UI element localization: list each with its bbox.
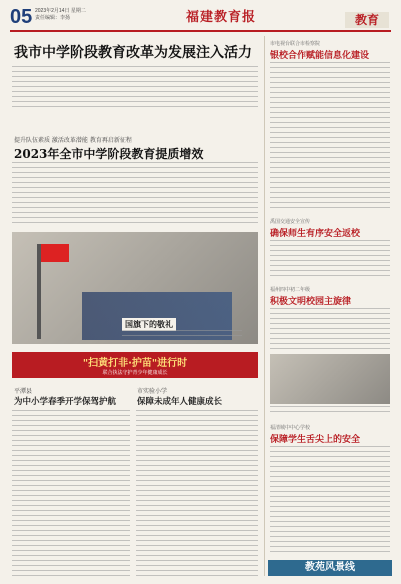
side2-body <box>270 240 390 280</box>
editor-text: 责任编辑：李扬 <box>35 15 71 21</box>
article2-body <box>12 162 258 224</box>
photo-caption <box>122 330 242 340</box>
side2-kicker: 禹国交通安全宣传 <box>270 219 311 225</box>
side1-body <box>270 62 390 212</box>
article1-body <box>12 66 258 108</box>
bottom-mid-kicker: 市实验小学 <box>137 388 168 395</box>
bottom-mid-body <box>136 410 258 580</box>
article1-headline: 我市中学阶段教育改革为发展注入活力 <box>14 45 252 61</box>
side3-body <box>270 308 390 350</box>
side3-photo <box>270 354 390 404</box>
banner-subtitle: 联合执法守护青少年健康成长 <box>102 370 168 376</box>
photo-feature-title: 国旗下的敬礼 <box>122 318 176 331</box>
bottom-left-headline: 为中小学春季开学保驾护航 <box>14 397 117 407</box>
side4-headline: 保障学生舌尖上的安全 <box>270 435 361 445</box>
date-text: 2023年2月14日 星期二 <box>35 8 86 14</box>
bottom-mid-headline: 保障未成年人健康成长 <box>137 397 223 407</box>
column-divider <box>264 36 265 576</box>
side3-caption <box>270 406 390 416</box>
side3-headline: 积极文明校园主旋律 <box>270 297 352 307</box>
article2-headline: 2023年全市中学阶段教育提质增效 <box>14 147 204 161</box>
side2-headline: 确保师生有序安全返校 <box>270 229 361 239</box>
page-number: 05 <box>10 6 33 28</box>
side3-kicker: 福州四中初二年级 <box>270 287 311 293</box>
bottom-left-kicker: 平潭县 <box>14 388 33 395</box>
side4-body <box>270 446 390 556</box>
side4-kicker: 福清城中中心学校 <box>270 425 311 431</box>
banner-title: "扫黄打非·护苗"进行时 <box>82 358 188 369</box>
section-label: 教育 <box>345 12 389 28</box>
article2-kicker: 提升队伍素质 激活改革潜能 教育再启新征程 <box>14 137 132 144</box>
date-line <box>35 8 86 22</box>
bottom-left-body <box>12 410 130 580</box>
side1-kicker: 市电视台联合市检察院 <box>270 41 321 47</box>
newspaper-logo: 福建教育报 <box>186 10 257 25</box>
campaign-banner <box>12 352 258 378</box>
column-footer-label: 教苑风景线 <box>268 560 392 576</box>
header-rule <box>10 30 391 32</box>
side1-headline: 银校合作赋能信息化建设 <box>270 51 370 61</box>
flag-shape <box>41 244 69 262</box>
